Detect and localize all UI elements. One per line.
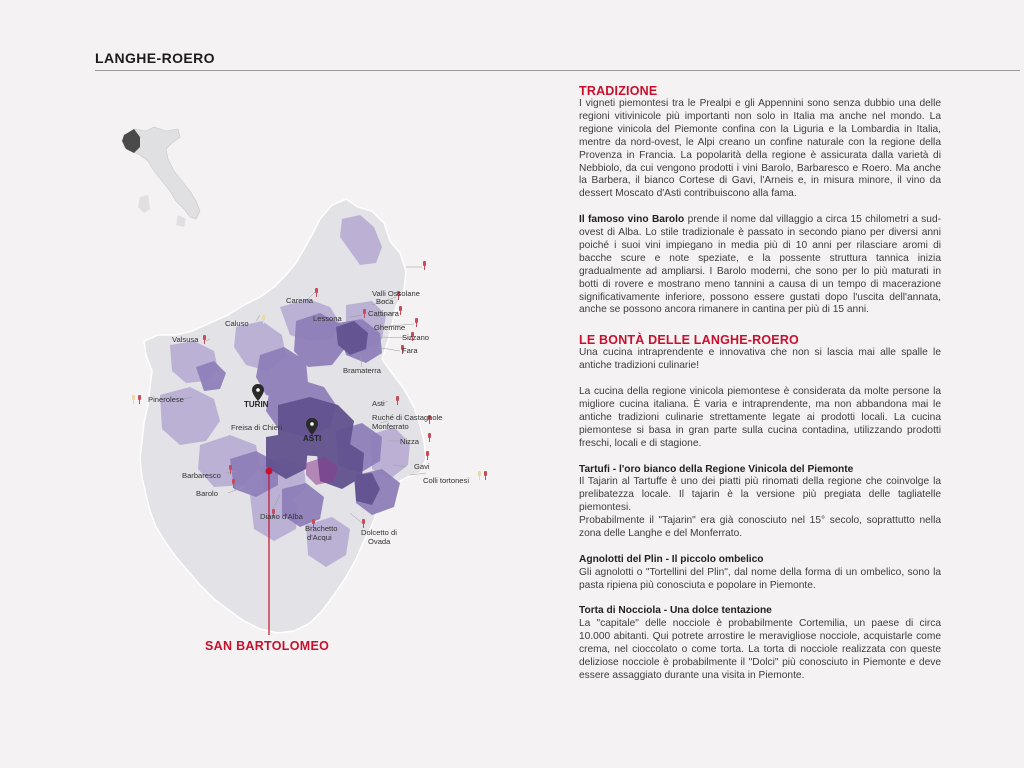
wine-glass-icon [484,471,487,480]
wine-glass-icon [415,318,418,327]
label-turin: TURIN [244,400,269,409]
label-asti-city: ASTI [303,434,322,443]
label-lessona: Lessona [313,314,342,323]
page-title: LANGHE-ROERO [95,50,215,66]
tradizione-paragraph-1: I vigneti piemontesi tra le Prealpi e gli Appennini sono senza dubbio una delle regioni vitivinicole più importanti non solo in Italia ma anche nel mondo. La regione vinicola del Piemonte confina con la Liguria e la Lombardia in Italia, mentre da nord-ovest, le Alpi creano un confine naturale con la regione della Provenza in Francia. La popolarità della regione è assicurata dalla varietà di Nebbiolo, da cui vengono prodotti i vini Barolo, Barbaresco e Roero. Ma anche la Barbera, il bianco Cortese di Gavi, l'Arneis e, in misura minore, il vino da dessert Moscato d'Asti contribuiscono alla fama. [579,98,941,200]
bonta-intro: Una cucina intraprendente e innovativa che non si lascia mai alle spalle le antiche tradizioni culinarie! [579,347,941,372]
label-valsusa: Valsusa [172,335,199,344]
tartufi-title: Tartufi - l'oro bianco della Regione Vinicola del Piemonte [579,463,854,475]
label-asti-wine: Asti [372,399,385,408]
label-ghemme: Ghemme [374,323,406,332]
label-dolcetto-2: Ovada [368,537,391,546]
wine-glass-icon [428,433,431,442]
label-colli-tortonesi: Colli tortonesi [423,476,470,485]
white-wine-glass-icon [478,471,481,480]
label-ruche-1: Ruché di Castagnole [372,413,443,422]
wine-glass-icon [138,395,141,404]
label-fara: Fara [402,346,418,355]
label-dolcetto-1: Dolcetto di [361,528,397,537]
barolo-text: prende il nome dal villaggio a circa 15 chilometri a sud-ovest di Alba. Lo stile tradizionale è passato in secondo piano per diversi anni poiché i suoi vini impiegano in media più di 10 anni per rilasciare aromi di bacche scure e note speziate, e la possente struttura tannica inizia gradualmente ad ampliarsi. I Barolo moderni, che sono per lo più maturati in botti di rovere e mostrano meno tannini a causa di un tempo di macerazione significativamente inferiore, possono essere gustati dopo l'uscita dell'annata, anche se possono ancora rimanere in cantina per più di 15 anni. [579,214,942,316]
torta-paragraph: La "capitale" delle nocciole è probabilmente Cortemilia, un paese di circa 10.000 abitanti. Qui potrete arrostire le meravigliose nocciole, acquistarle come crema, nel cioccolato o come torta. La torta di nocciole realizzata con queste deliziose nocciole è probabilmente il "Dolci" più conosciuto in Piemonte e deve essere assaggiato durante una visita in Piemonte. [579,618,941,681]
label-valli-ossolane: Valli Ossolane [372,289,420,298]
white-wine-glass-icon [132,395,135,404]
label-carema: Carema [286,296,314,305]
label-sizzano: Sizzano [402,333,430,342]
agnolotti-paragraph: Gli agnolotti o "Tortellini del Plin", dal nome della forma di un ombelico, sono la pasta ripiena più conosciuta e popolare in Piemonte. [579,566,941,591]
label-brachetto-1: Brachetto [305,524,338,533]
label-bramaterra: Bramaterra [343,366,381,375]
tartufi-paragraph-2: Probabilmente il "Tajarin" era già conosciuto nel 15° secolo, soprattutto nella zona delle Langhe e del Monferrato. [579,515,941,540]
italy-inset-map [122,127,200,227]
agnolotti-title: Agnolotti del Plin - Il piccolo ombelico [579,553,764,565]
piedmont-wine-map [110,115,530,675]
label-nizza: Nizza [400,437,419,446]
map-svg [110,115,530,675]
label-brachetto-2: d'Acqui [307,533,332,542]
tartufi-paragraph-1: Il Tajarin al Tartuffe è uno dei piatti più rinomati della regione che coinvolge la prelibatezza locale. Il tajarin è la versione più pregiata delle tagliatelle piemontesi. [579,476,941,514]
wine-glass-icon [423,261,426,270]
label-barbaresco: Barbaresco [182,471,221,480]
label-diano-d-alba: Diano d'Alba [260,512,303,521]
label-ruche-2: Monferrato [372,422,409,431]
label-caluso: Caluso [225,319,249,328]
label-cattinara: Cattinara [368,309,399,318]
label-gavi: Gavi [414,462,430,471]
torta-title: Torta di Nocciola - Una dolce tentazione [579,605,772,617]
text-column [579,84,941,683]
barolo-lead: Il famoso vino Barolo [579,214,685,226]
label-barolo: Barolo [196,489,218,498]
label-boca: Boca [376,297,394,306]
bonta-paragraph-1: La cucina della regione vinicola piemontese è considerata da molte persone la migliore cucina italiana. È varia e intraprendente, ma non abbandona mai le antiche tradizioni culinarie strettamente legate ai prodotti locali. La cucina piemontese si basa in gran parte sulla cucina contadina, utilizzando prodotti freschi, locali e di stagione. [579,386,941,449]
label-freisa: Freisa di Chieri [231,423,283,432]
wine-glass-icon [399,306,402,315]
san-bartolomeo-label: SAN BARTOLOMEO [205,639,330,653]
page-header [95,48,1020,71]
section-title-tradizione: TRADIZIONE [579,84,658,98]
label-pinerolese: Pinerolese [148,395,184,404]
section-title-bonta: LE BONTÀ DELLE LANGHE-ROERO [579,333,799,348]
tradizione-paragraph-2 [579,214,941,317]
